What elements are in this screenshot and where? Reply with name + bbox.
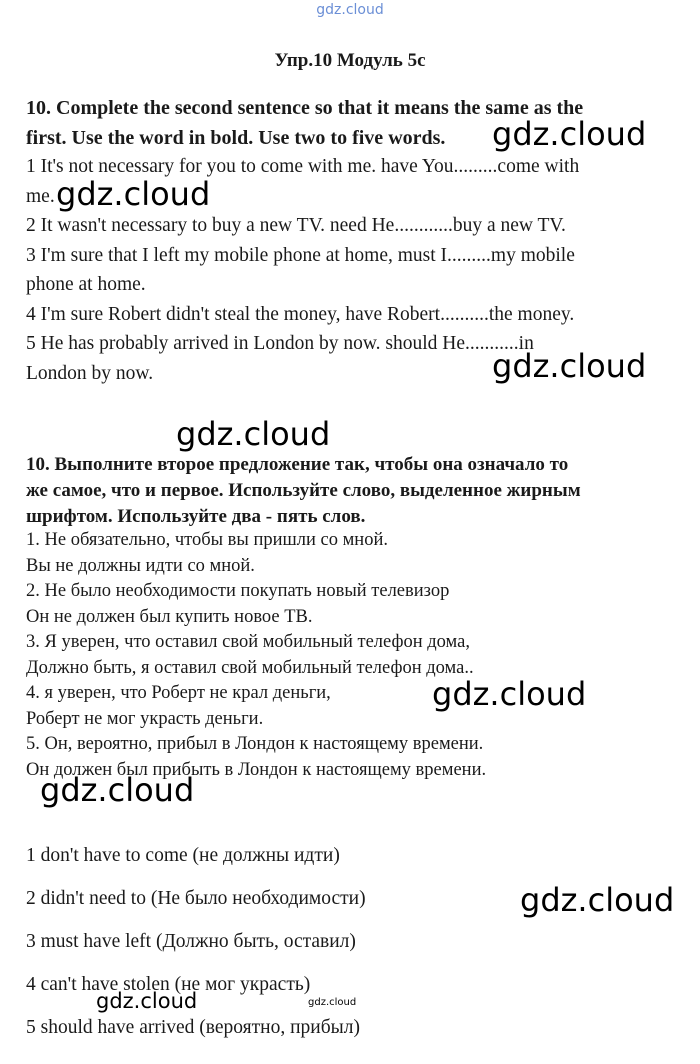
ru-line-8: Роберт не мог украсть деньги. bbox=[26, 709, 264, 729]
answer-3: 3 must have left (Должно быть, оставил) bbox=[26, 931, 356, 952]
ru-line-6: Должно быть, я оставил свой мобильный телефон дома.. bbox=[26, 658, 474, 678]
ru-line-2: Вы не должны идти со мной. bbox=[26, 556, 255, 576]
watermark: gdz.cloud bbox=[492, 347, 647, 385]
en-line-7: 5 He has probably arrived in London by now. should He...........in bbox=[26, 333, 534, 354]
en-line-6: 4 I'm sure Robert didn't steal the money, have Robert..........the money. bbox=[26, 304, 575, 325]
watermark: gdz.cloud bbox=[56, 175, 211, 213]
watermark: gdz.cloud bbox=[492, 115, 647, 153]
site-label[interactable]: gdz.cloud bbox=[316, 2, 384, 18]
task-ru-line-1: 10. Выполните второе предложение так, чтобы она означало то bbox=[26, 454, 569, 475]
answer-5: 5 should have arrived (вероятно, прибыл) bbox=[26, 1017, 360, 1038]
ru-line-9: 5. Он, вероятно, прибыл в Лондон к настоящему времени. bbox=[26, 734, 484, 754]
en-line-8: London by now. bbox=[26, 363, 154, 384]
en-line-5: phone at home. bbox=[26, 274, 146, 295]
ru-line-7: 4. я уверен, что Роберт не крал деньги, bbox=[26, 683, 331, 703]
task-ru-line-3: шрифтом. Используйте два - пять слов. bbox=[26, 506, 366, 527]
task-en-line-2: first. Use the word in bold. Use two to five words. bbox=[26, 127, 446, 149]
watermark: gdz.cloud bbox=[176, 415, 331, 453]
en-line-3: 2 It wasn't necessary to buy a new TV. need He............buy a new TV. bbox=[26, 215, 566, 236]
watermark: gdz.cloud bbox=[432, 675, 587, 713]
task-ru-line-2: же самое, что и первое. Используйте слово, выделенное жирным bbox=[26, 480, 581, 501]
page-title: Упр.10 Модуль 5c bbox=[274, 50, 426, 71]
watermark: gdz.cloud bbox=[40, 771, 195, 809]
task-en-line-1: 10. Complete the second sentence so that it means the same as the bbox=[26, 97, 584, 119]
ru-line-4: Он не должен был купить новое ТВ. bbox=[26, 607, 313, 627]
en-line-1: 1 It's not necessary for you to come with me. have You.........come with bbox=[26, 156, 580, 177]
ru-line-1: 1. Не обязательно, чтобы вы пришли со мной. bbox=[26, 530, 388, 550]
answer-4: 4 can't have stolen (не мог украсть) bbox=[26, 974, 311, 995]
ru-line-5: 3. Я уверен, что оставил свой мобильный телефон дома, bbox=[26, 632, 470, 652]
answer-1: 1 don't have to come (не должны идти) bbox=[26, 845, 340, 866]
ru-line-10: Он должен был прибыть в Лондон к настоящему времени. bbox=[26, 760, 487, 780]
watermark: gdz.cloud bbox=[520, 881, 675, 919]
en-line-2: me. bbox=[26, 186, 55, 207]
watermark: gdz.cloud bbox=[308, 997, 357, 1008]
en-line-4: 3 I'm sure that I left my mobile phone at home, must I.........my mobile bbox=[26, 245, 575, 266]
ru-line-3: 2. Не было необходимости покупать новый телевизор bbox=[26, 581, 450, 601]
answer-2: 2 didn't need to (Не было необходимости) bbox=[26, 888, 366, 909]
watermark: gdz.cloud bbox=[96, 989, 198, 1013]
